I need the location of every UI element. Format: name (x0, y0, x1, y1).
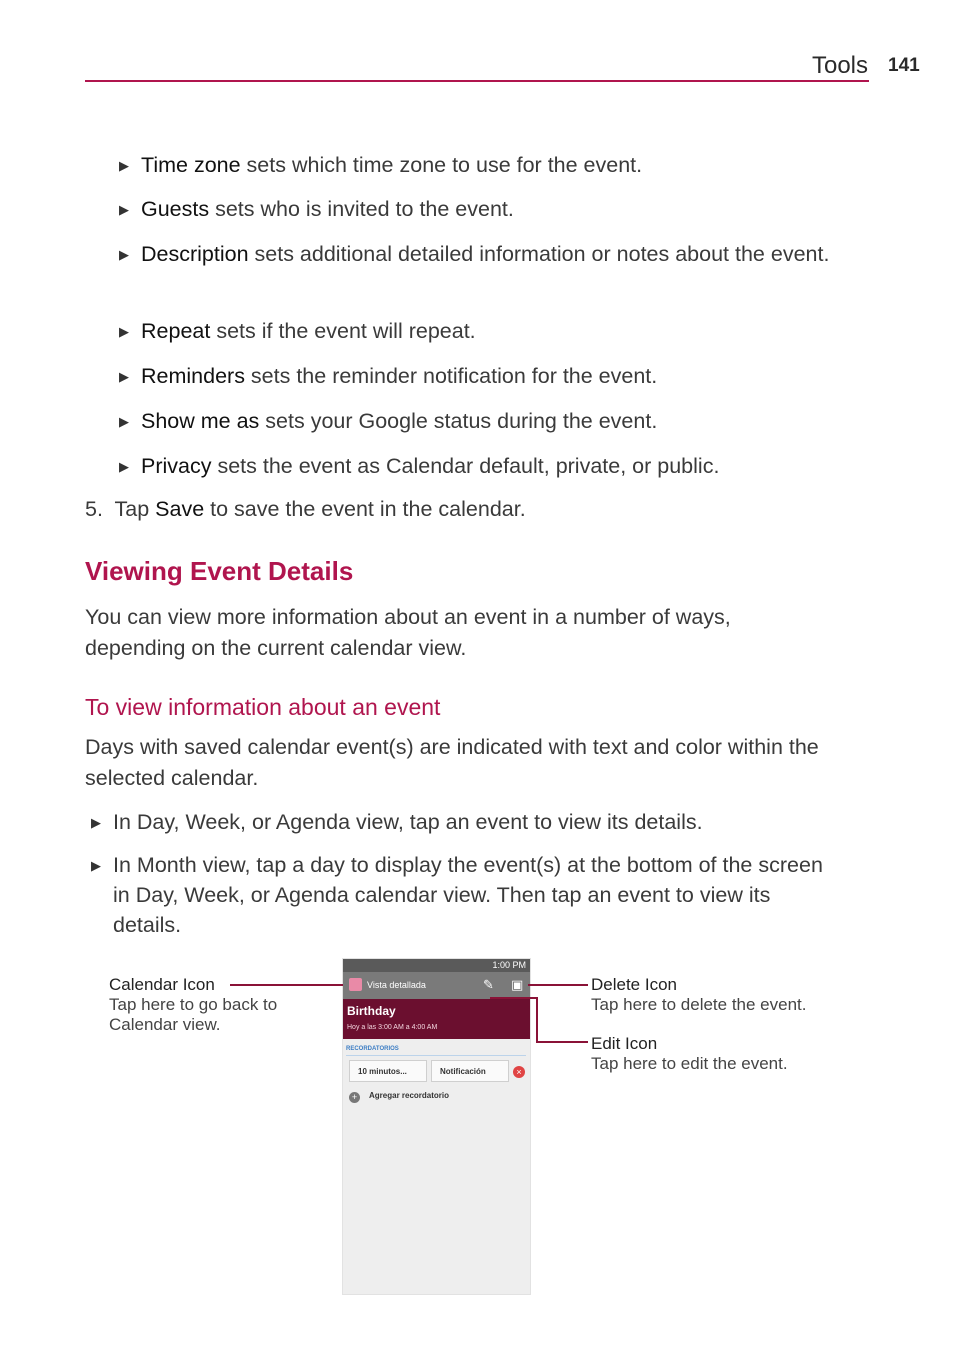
bullet-text: sets if the event will repeat. (210, 319, 476, 343)
reminder-type-select[interactable]: Notificación (431, 1060, 509, 1082)
edit-callout-title: Edit Icon (591, 1034, 658, 1053)
status-bar (343, 959, 530, 972)
section-heading: Viewing Event Details (85, 556, 354, 586)
step-5 (85, 494, 865, 525)
bullet-description (119, 239, 841, 270)
event-time: Hoy a las 3:00 AM a 4:00 AM (347, 1024, 438, 1031)
section-divider (346, 1055, 526, 1056)
section-intro: You can view more information about an event in a number of ways, depending on the current calendar view. (85, 605, 731, 660)
status-time: 1:00 PM (492, 960, 526, 970)
delete-icon[interactable]: ▣ (511, 977, 524, 992)
bullet-repeat (119, 316, 841, 347)
arrow-bullet-icon: ▶ (91, 815, 101, 830)
arrow-bullet-icon: ▶ (91, 858, 101, 873)
arrow-bullet-icon: ▶ (119, 324, 129, 339)
bullet-privacy (119, 451, 841, 482)
calendar-callout-desc: Tap here to go back to Calendar view. (109, 995, 278, 1034)
bullet-guests (119, 194, 841, 225)
calendar-icon[interactable] (349, 978, 362, 991)
event-name: Birthday (347, 1004, 396, 1018)
bullet-term: Privacy (141, 454, 212, 478)
arrow-bullet-icon: ▶ (119, 414, 129, 429)
reminders-label: RECORDATORIOS (346, 1046, 399, 1052)
delete-callout-desc: Tap here to delete the event. (591, 995, 807, 1014)
bullet-text: sets the event as Calendar default, private, or public. (211, 454, 720, 478)
remove-icon[interactable]: × (513, 1066, 525, 1078)
bullet-show-me-as (119, 406, 841, 437)
arrow-bullet-icon: ▶ (119, 158, 129, 173)
header-section-title: Tools (811, 52, 868, 79)
edit-callout-desc: Tap here to edit the event. (591, 1054, 788, 1073)
arrow-bullet-icon: ▶ (119, 369, 129, 384)
bullet-term: Time zone (141, 153, 241, 177)
bullet-text: sets additional detailed information or notes about the event. (248, 242, 830, 266)
arrow-bullet-icon: ▶ (119, 459, 129, 474)
bullet-term: Show me as (141, 409, 260, 433)
bullet-term: Guests (141, 197, 210, 221)
reminder-time-select[interactable]: 10 minutos... (349, 1060, 427, 1082)
bullet-text: sets who is invited to the event. (209, 197, 514, 221)
header-rule (85, 80, 869, 82)
bullet-time-zone (119, 150, 841, 181)
step-term: Save (155, 497, 205, 521)
phone-screenshot (343, 959, 530, 1294)
subheading: To view information about an event (85, 694, 441, 720)
calendar-callout (109, 975, 279, 1035)
edit-callout-line-h1 (490, 997, 537, 999)
bullet-reminders (119, 361, 841, 392)
step-text: Tap (114, 497, 156, 521)
bullet-term: Repeat (141, 319, 211, 343)
bullet-text: sets the reminder notification for the event. (244, 364, 658, 388)
add-icon[interactable]: + (349, 1092, 360, 1103)
bullet-term: Reminders (141, 364, 245, 388)
step-text: to save the event in the calendar. (204, 497, 526, 521)
edit-icon[interactable]: ✎ (483, 977, 494, 992)
delete-callout (591, 975, 851, 1015)
action-bar (343, 972, 530, 999)
bullet-text: sets your Google status during the event. (259, 409, 658, 433)
delete-callout-line (528, 984, 588, 986)
bullet-term: Description (141, 242, 249, 266)
edit-callout-line-v (536, 997, 538, 1042)
event-header (343, 999, 530, 1039)
arrow-bullet-icon: ▶ (119, 247, 129, 262)
arrow-bullet-icon: ▶ (119, 202, 129, 217)
add-reminder-link[interactable]: Agregar recordatorio (369, 1091, 450, 1100)
page-number: 141 (888, 55, 920, 76)
step-number: 5. (85, 497, 103, 521)
edit-callout-line-h2 (536, 1041, 588, 1043)
action-bar-title: Vista detallada (367, 980, 426, 990)
section-bullet (91, 807, 853, 838)
calendar-callout-title: Calendar Icon (109, 975, 215, 994)
section-paragraph: Days with saved calendar event(s) are indicated with text and color within the selected calendar. (85, 735, 819, 790)
bullet-text: In Day, Week, or Agenda view, tap an event to view its details. (113, 810, 703, 834)
section-bullet (91, 850, 833, 940)
edit-callout (591, 1034, 851, 1074)
bullet-text: sets which time zone to use for the event. (240, 153, 643, 177)
delete-callout-title: Delete Icon (591, 975, 677, 994)
bullet-text: In Month view, tap a day to display the event(s) at the bottom of the screen in Day, Week, or Agenda calendar view. Then tap an event to view its details. (113, 853, 823, 937)
